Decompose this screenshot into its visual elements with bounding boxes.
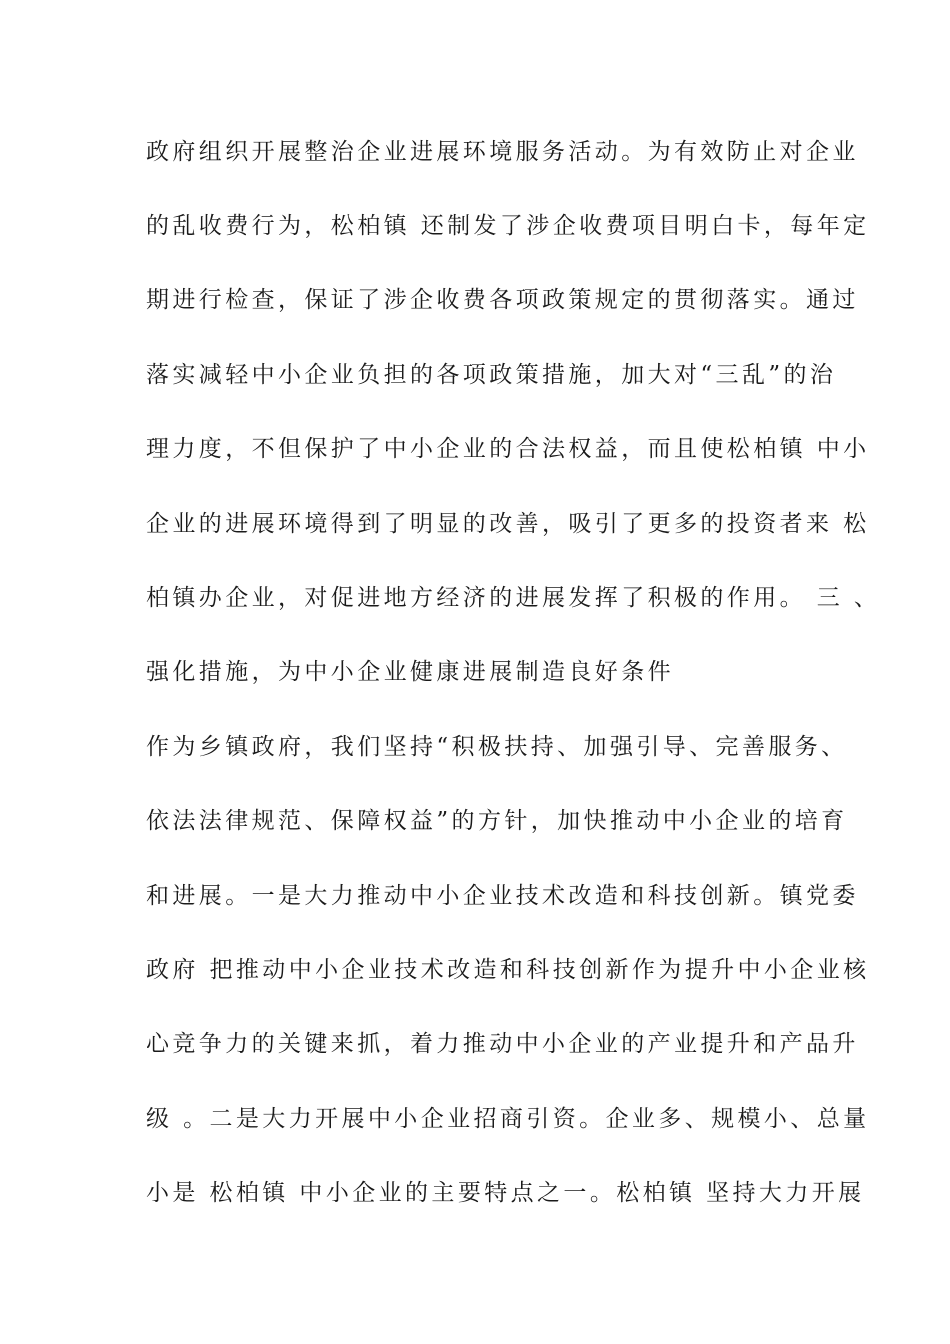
text-line: 依法法律规范、保障权益”的方针，加快推动中小企业的培育 <box>146 808 848 834</box>
text-line: 小是 松柏镇 中小企业的主要特点之一。松柏镇 坚持大力开展 <box>146 1180 865 1206</box>
text-line: 落实减轻中小企业负担的各项政策措施，加大对“三乱”的治 <box>146 362 837 388</box>
text-line: 政府组织开展整治企业进展环境服务活动。为有效防止对企业 <box>146 139 859 165</box>
text-line: 级 。二是大力开展中小企业招商引资。企业多、规模小、总量 <box>146 1106 870 1132</box>
text-line: 理力度，不但保护了中小企业的合法权益，而且使松柏镇 中小 <box>146 436 870 462</box>
text-line: 心竞争力的关键来抓，着力推动中小企业的产业提升和产品升 <box>146 1031 859 1057</box>
text-line: 强化措施，为中小企业健康进展制造良好条件 <box>146 659 674 685</box>
text-line: 柏镇办企业，对促进地方经济的进展发挥了积极的作用。 三 、 <box>146 585 881 611</box>
text-line: 和进展。一是大力推动中小企业技术改造和科技创新。镇党委 <box>146 883 859 909</box>
text-line: 作为乡镇政府，我们坚持“积极扶持、加强引导、完善服务、 <box>146 734 848 760</box>
text-line: 的乱收费行为，松柏镇 还制发了涉企收费项目明白卡，每年定 <box>146 213 870 239</box>
text-line: 政府 把推动中小企业技术改造和科技创新作为提升中小企业核 <box>146 957 870 983</box>
text-line: 期进行检查，保证了涉企收费各项政策规定的贯彻落实。通过 <box>146 287 859 313</box>
text-line: 企业的进展环境得到了明显的改善，吸引了更多的投资者来 松 <box>146 511 870 537</box>
